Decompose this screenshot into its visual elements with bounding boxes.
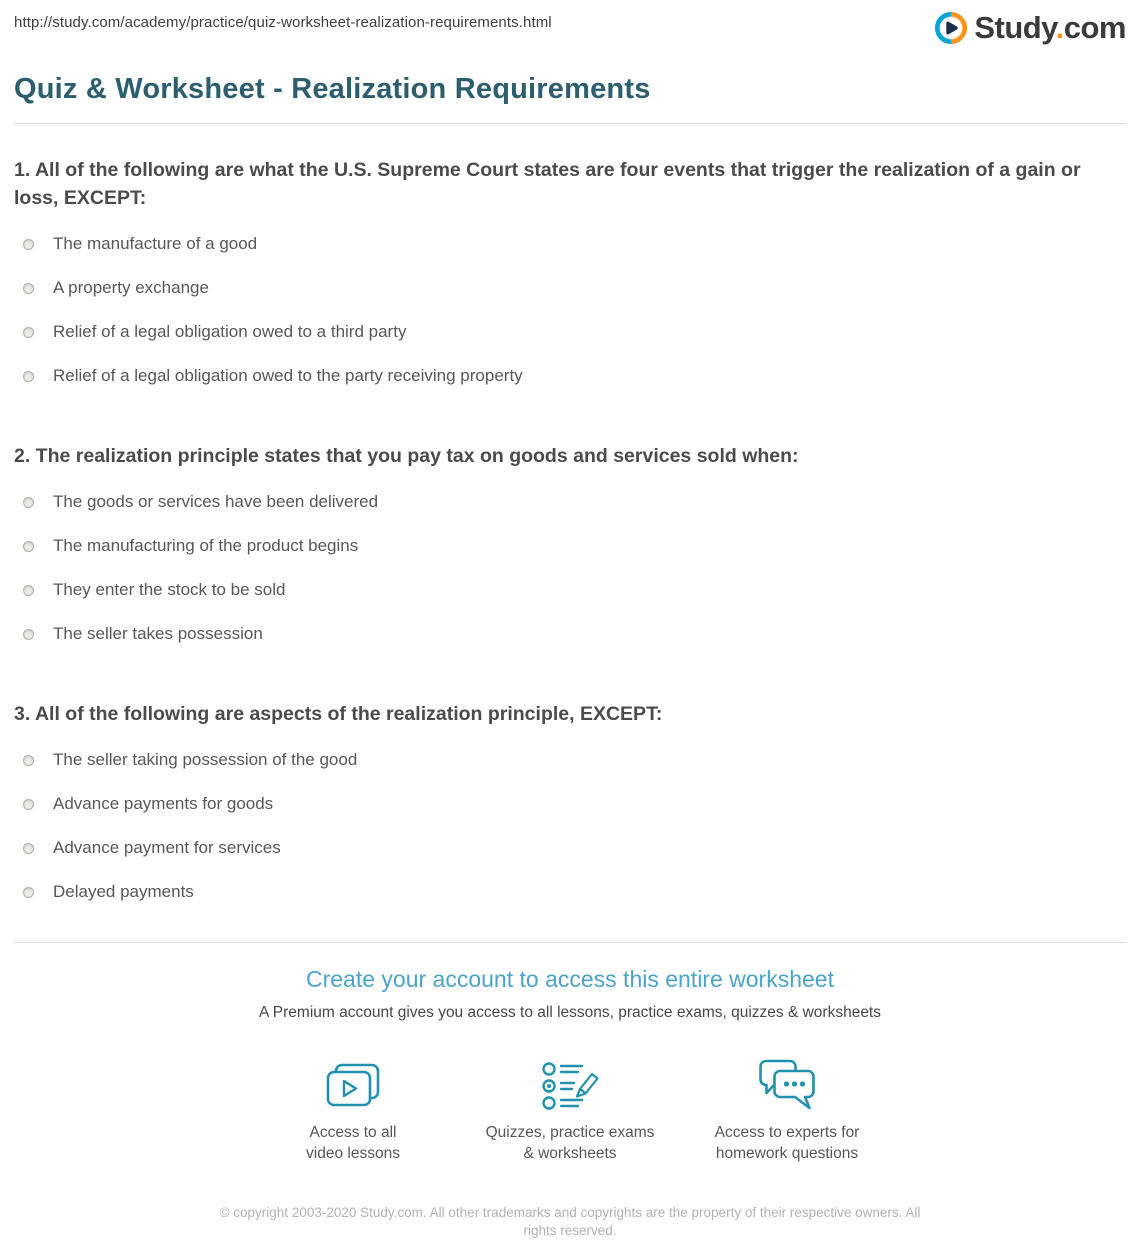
quizzes-worksheets-icon (540, 1058, 600, 1112)
radio-button[interactable] (23, 239, 34, 250)
option-row[interactable] (14, 782, 1126, 826)
radio-button[interactable] (23, 497, 34, 508)
option-label[interactable]: The seller taking possession of the good (53, 750, 358, 769)
page-url: http://study.com/academy/practice/quiz-worksheet-realization-requirements.html (14, 14, 552, 31)
video-lessons-icon (325, 1058, 381, 1112)
question-3-text: 3. All of the following are aspects of the realization principle, EXCEPT: (14, 703, 663, 725)
option-label[interactable]: The seller takes possession (53, 624, 263, 643)
feature-quizzes-worksheets (462, 1058, 679, 1164)
radio-button[interactable] (23, 283, 34, 294)
option-label[interactable]: Delayed payments (53, 882, 194, 901)
option-label[interactable]: Relief of a legal obligation owed to the party receiving property (53, 366, 523, 385)
radio-button[interactable] (23, 887, 34, 898)
option-row[interactable] (14, 310, 1126, 354)
account-promo-section (14, 966, 1126, 1164)
feature-experts-chat (679, 1058, 896, 1164)
feature-list (14, 1058, 1126, 1164)
study-logo[interactable] (934, 10, 1126, 46)
worksheet-page (14, 0, 1126, 1240)
study-logo-text: Study.com (974, 10, 1126, 45)
option-row[interactable] (14, 568, 1126, 612)
page-title: Quiz & Worksheet - Realization Requirements (14, 73, 651, 105)
option-label[interactable]: They enter the stock to be sold (53, 580, 286, 599)
study-logo-play-icon (934, 11, 968, 45)
question-block-3 (14, 700, 1126, 914)
feature-video-lessons (245, 1058, 462, 1164)
copyright-notice: © copyright 2003-2020 Study.com. All other trademarks and copyrights are the property of their respective owners. All rights reserved. (219, 1205, 921, 1238)
option-row[interactable] (14, 222, 1126, 266)
radio-button[interactable] (23, 799, 34, 810)
question-1-text: 1. All of the following are what the U.S. Supreme Court states are four events that trigger the realization of a gain or loss, EXCEPT: (14, 159, 1081, 209)
radio-button[interactable] (23, 629, 34, 640)
premium-account-subtext: A Premium account gives you access to all lessons, practice exams, quizzes & worksheets (259, 1004, 881, 1021)
option-row[interactable] (14, 826, 1126, 870)
question-2-text: 2. The realization principle states that you pay tax on goods and services sold when: (14, 445, 799, 467)
page-header (14, 0, 1126, 46)
option-row[interactable] (14, 870, 1126, 914)
radio-button[interactable] (23, 843, 34, 854)
option-label[interactable]: The goods or services have been delivered (53, 492, 379, 511)
question-1-options (14, 222, 1126, 398)
option-label[interactable]: Advance payments for goods (53, 794, 274, 813)
option-label[interactable]: The manufacture of a good (53, 234, 258, 253)
option-row[interactable] (14, 524, 1126, 568)
feature-label: Access to experts for homework questions (714, 1124, 860, 1162)
option-row[interactable] (14, 266, 1126, 310)
option-row[interactable] (14, 738, 1126, 782)
question-block-1 (14, 156, 1126, 398)
radio-button[interactable] (23, 371, 34, 382)
question-3-options (14, 738, 1126, 914)
radio-button[interactable] (23, 755, 34, 766)
option-label[interactable]: A property exchange (53, 278, 209, 297)
question-2-options (14, 480, 1126, 656)
create-account-link[interactable]: Create your account to access this entire worksheet (306, 966, 834, 992)
option-label[interactable]: Advance payment for services (53, 838, 281, 857)
option-label[interactable]: The manufacturing of the product begins (53, 536, 359, 555)
radio-button[interactable] (23, 541, 34, 552)
option-row[interactable] (14, 354, 1126, 398)
radio-button[interactable] (23, 585, 34, 596)
option-row[interactable] (14, 480, 1126, 524)
title-divider (14, 123, 1126, 124)
experts-chat-icon (757, 1058, 817, 1112)
radio-button[interactable] (23, 327, 34, 338)
feature-label: Quizzes, practice exams & worksheets (485, 1124, 655, 1162)
section-divider (14, 942, 1126, 943)
option-label[interactable]: Relief of a legal obligation owed to a third party (53, 322, 407, 341)
question-block-2 (14, 442, 1126, 656)
feature-label: Access to all video lessons (306, 1124, 400, 1162)
option-row[interactable] (14, 612, 1126, 656)
